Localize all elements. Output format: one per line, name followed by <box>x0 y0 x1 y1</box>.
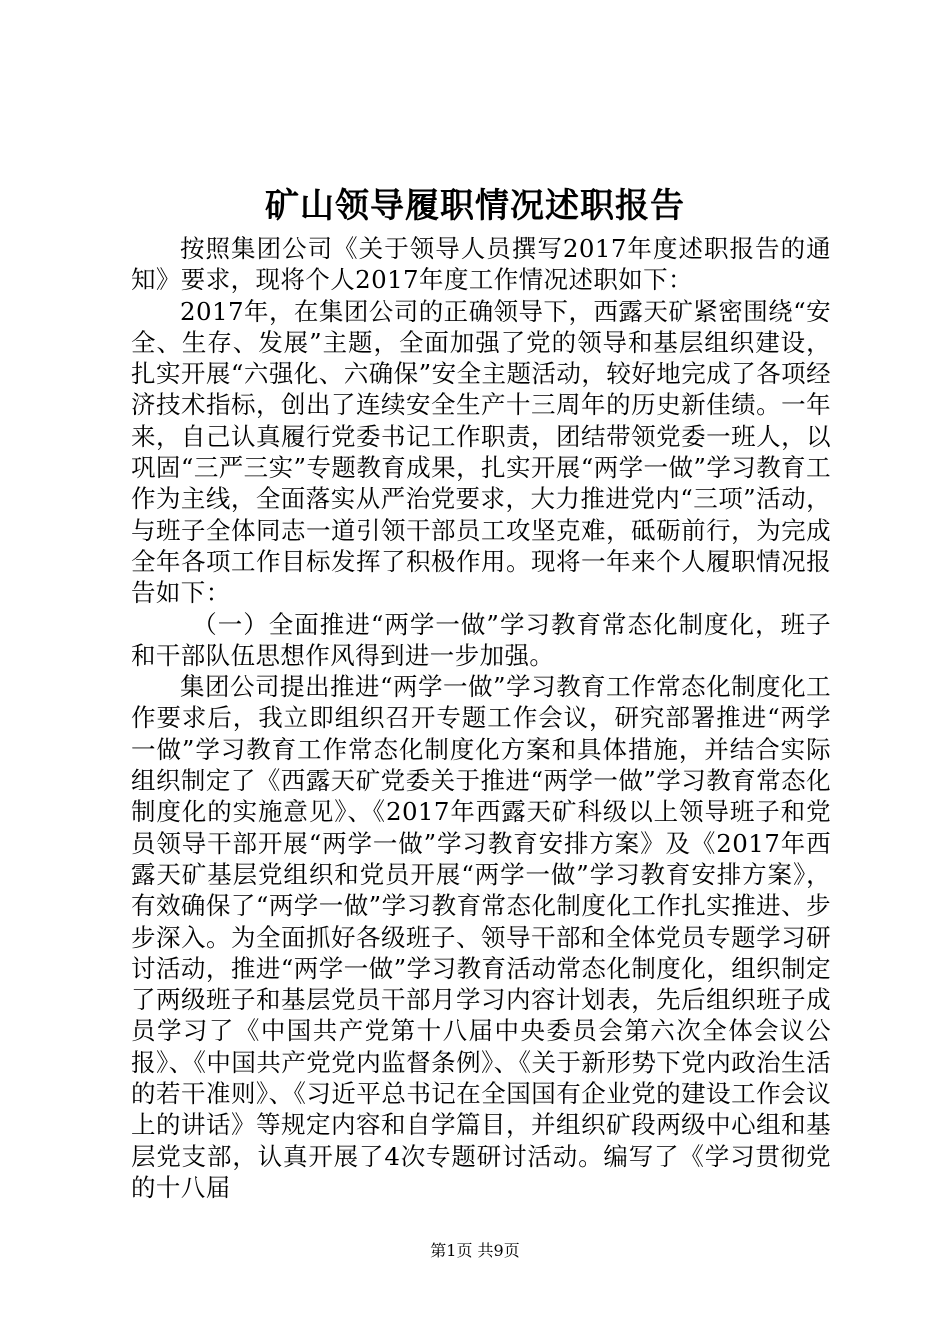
document-title: 矿山领导履职情况述职报告 <box>265 186 685 226</box>
paragraph-overview: 2017年，在集团公司的正确领导下，西露天矿紧密围绕“安全、生存、发展”主题，全面加强了党的领导和基层组织建设，扎实开展“六强化、六确保”安全主题活动，较好地完成了各项经济技术指标，创出了连续安全生产十三周年的历史新佳绩。一年来，自己认真履行党委书记工作职责，团结带领党委一班人，以巩固“三严三实”专题教育成果，扎实开展“两学一做”学习教育工作为主线，全面落实从严治党要求，大力推进党内“三项”活动，与班子全体同志一道引领干部员工攻坚克难，砥砺前行，为完成全年各项工作目标发挥了积极作用。现将一年来个人履职情况报告如下： <box>131 296 831 608</box>
document-body <box>131 233 831 1203</box>
section-heading-one: （一）全面推进“两学一做”学习教育常态化制度化，班子和干部队伍思想作风得到进一步加强。 <box>131 609 831 670</box>
paragraph-intro: 按照集团公司《关于领导人员撰写2017年度述职报告的通知》要求，现将个人2017年度工作情况述职如下： <box>131 234 831 295</box>
page-footer: 第1页 共9页 <box>430 1241 520 1260</box>
paragraph-section-one: 集团公司提出推进“两学一做”学习教育工作常态化制度化工作要求后，我立即组织召开专题工作会议，研究部署推进“两学一做”学习教育工作常态化制度化方案和具体措施，并结合实际组织制定了《西露天矿党委关于推进“两学一做”学习教育常态化制度化的实施意见》、《2017年西露天矿科级以上领导班子和党员领导干部开展“两学一做”学习教育安排方案》及《2017年西露天矿基层党组织和党员开展“两学一做”学习教育安排方案》，有效确保了“两学一做”学习教育常态化制度化工作扎实推进、步步深入。为全面抓好各级班子、领导干部和全体党员专题学习研讨活动，推进“两学一做”学习教育活动常态化制度化，组织制定了两级班子和基层党员干部月学习内容计划表，先后组织班子成员学习了《中国共产党第十八届中央委员会第六次全体会议公报》、《中国共产党党内监督条例》、《关于新形势下党内政治生活的若干准则》、《习近平总书记在全国国有企业党的建设工作会议上的讲话》等规定内容和自学篇目，并组织矿段两级中心组和基层党支部，认真开展了4次专题研讨活动。编写了《学习贯彻党的十八届 <box>131 672 831 1202</box>
